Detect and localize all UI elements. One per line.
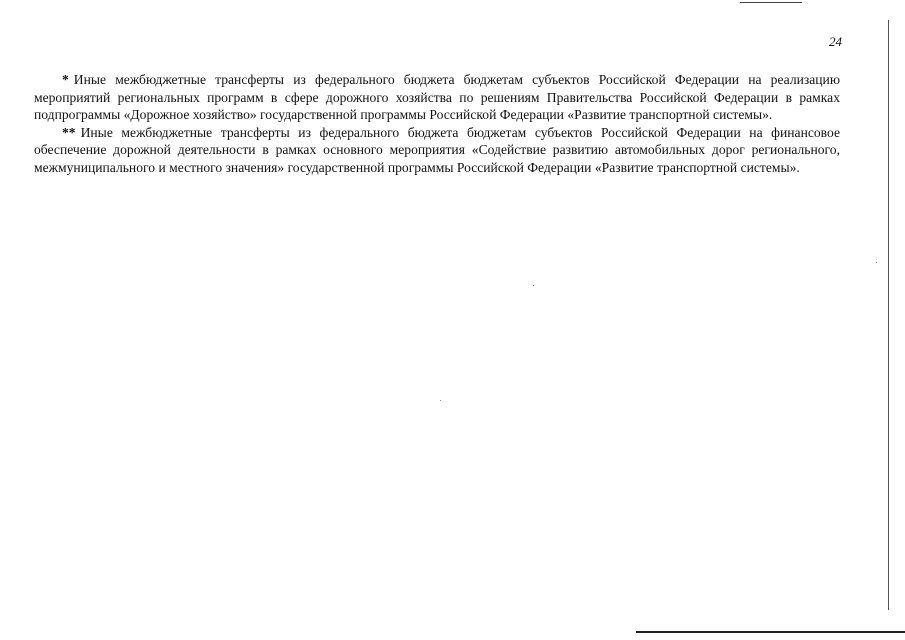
scan-speck	[440, 400, 441, 401]
scan-speck	[876, 262, 877, 263]
footnotes-block	[34, 71, 840, 177]
top-scan-rule	[740, 2, 802, 3]
bottom-scan-rule	[636, 631, 905, 633]
footnote-marker: **	[62, 124, 76, 140]
footnote-text: Иные межбюджетные трансферты из федерального бюджета бюджетам субъектов Российской Федерации на реализацию мероприятий региональных программ в сфере дорожного хозяйства по решениям Правительства Российской Федерации в рамках подпрограммы «Дорожное хозяйство» государственной программы Российской Федерации «Развитие транспортной системы».	[34, 72, 840, 123]
scan-speck	[533, 285, 534, 286]
page-edge-line	[888, 20, 889, 610]
footnote-marker: *	[62, 72, 69, 87]
footnote-1	[34, 71, 840, 124]
page-number: 24	[829, 34, 842, 49]
footnote-2	[34, 124, 840, 177]
footnote-text: Иные межбюджетные трансферты из федерального бюджета бюджетам субъектов Российской Федерации на финансовое обеспечение дорожной деятельности в рамках основного мероприятия «Содействие развитию автомобильных дорог регионального, межмуниципального и местного значения» государственной программы Российской Федерации «Развитие транспортной системы».	[34, 124, 840, 175]
